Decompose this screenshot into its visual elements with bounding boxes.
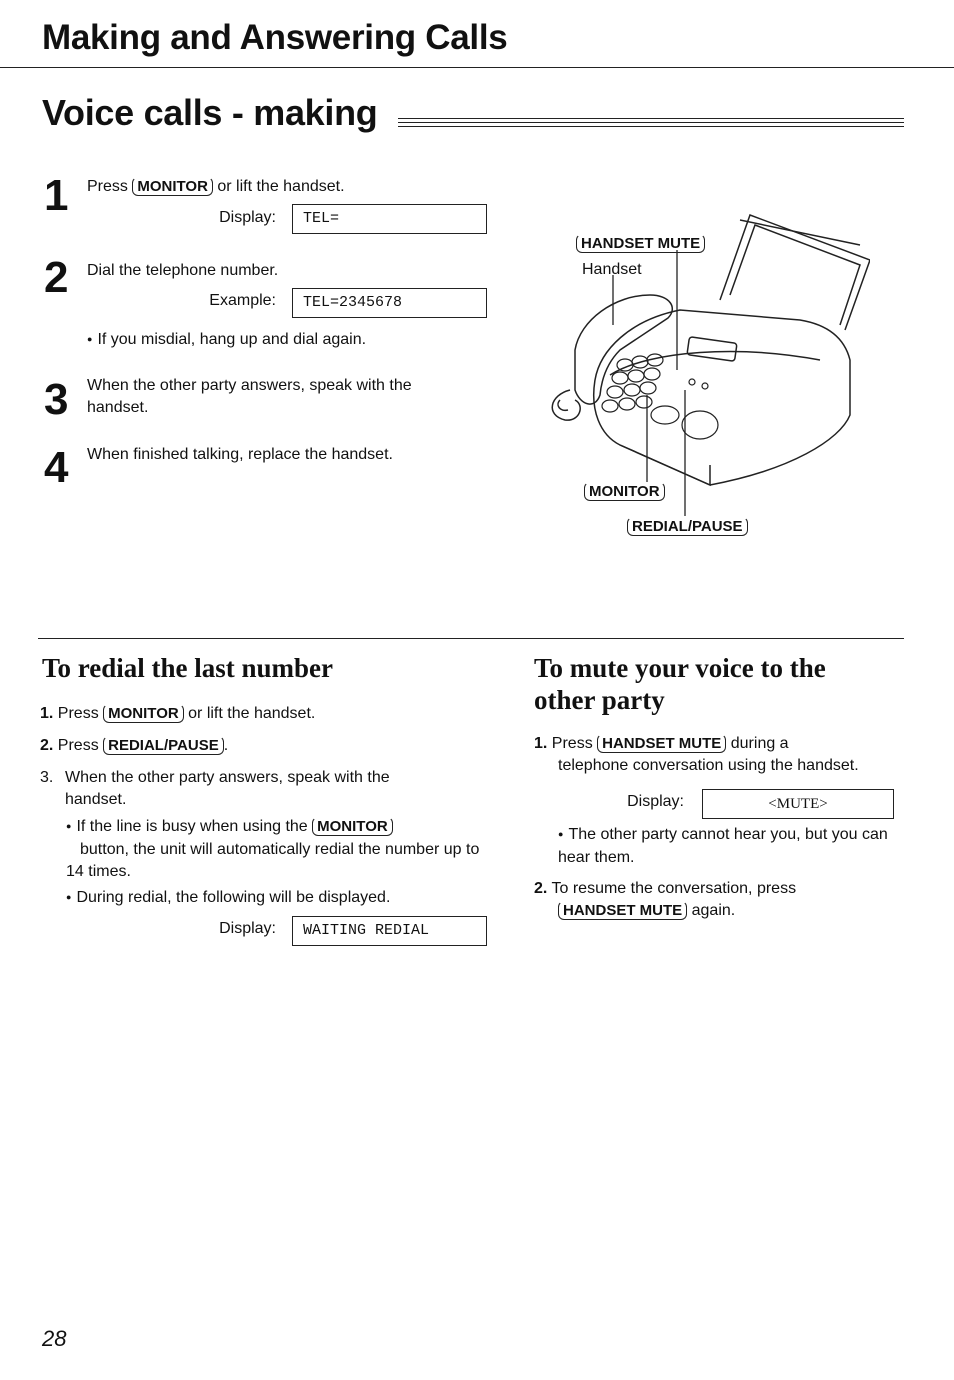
handset-mute-callout: HANDSET MUTE [576,234,705,253]
redial-item-3-num: 3. [40,769,54,786]
handset-mute-key: HANDSET MUTE [558,901,687,920]
redial-item-1: 1. Press MONITOR or lift the handset. [40,705,316,722]
mute-heading: To mute your voice to the other party [534,653,826,715]
lcd-display: TEL=2345678 [292,288,487,318]
mute-item-1: 1. Press HANDSET MUTE during a [534,735,789,752]
monitor-key: MONITOR [312,817,393,836]
handset-mute-key: HANDSET MUTE [597,734,726,753]
step-text: When finished talking, replace the handset. [87,446,393,463]
misdial-note: ● If you misdial, hang up and dial again. [87,329,366,352]
redial-bullet-1: ● If the line is busy when using the MONITOR button, the unit will automatically redial the number up to 14 times. [66,816,486,883]
step-number: 4 [44,443,69,492]
redial-pause-callout: REDIAL/PAUSE [627,517,748,536]
step-text: When the other party answers, speak with the handset. [87,377,412,416]
redial-item-2: 2. Press REDIAL/PAUSE . [40,737,229,754]
section-divider [38,638,904,639]
step-text: Press MONITOR or lift the handset. [87,178,345,195]
display-label: Display: [627,793,684,810]
redial-bullet-2: ● During redial, the following will be displayed. [66,887,390,910]
display-label: Display: [219,209,276,226]
redial-pause-key: REDIAL/PAUSE [103,736,224,755]
section-rule-3 [398,126,904,127]
step-text: Dial the telephone number. [87,262,279,279]
monitor-key: MONITOR [132,177,213,196]
mute-bullet: ● The other party cannot hear you, but you can hear them. [558,824,898,869]
lcd-display: TEL= [292,204,487,234]
section-title: Voice calls - making [42,92,378,133]
lcd-display: <MUTE> [702,789,894,819]
redial-item-3: When the other party answers, speak with the handset. [65,769,390,808]
mute-item-2: 2. To resume the conversation, press [534,880,797,897]
page-number: 28 [42,1326,67,1351]
chapter-title: Making and Answering Calls [42,18,508,57]
monitor-callout: MONITOR [584,482,665,501]
mute-item-2-line2: HANDSET MUTE again. [558,900,735,922]
step-number: 3 [44,375,69,424]
redial-heading: To redial the last number [42,653,334,683]
example-label: Example: [209,292,276,309]
monitor-key: MONITOR [103,704,184,723]
mute-item-1-line2: telephone conversation using the handset. [558,757,859,774]
display-label: Display: [219,920,276,937]
lcd-display: WAITING REDIAL [292,916,487,946]
header-rule [0,67,954,68]
step-number: 2 [44,253,69,302]
section-rule-1 [398,118,904,119]
handset-callout: Handset [582,261,642,278]
step-number: 1 [44,171,69,220]
section-rule-2 [398,122,904,123]
